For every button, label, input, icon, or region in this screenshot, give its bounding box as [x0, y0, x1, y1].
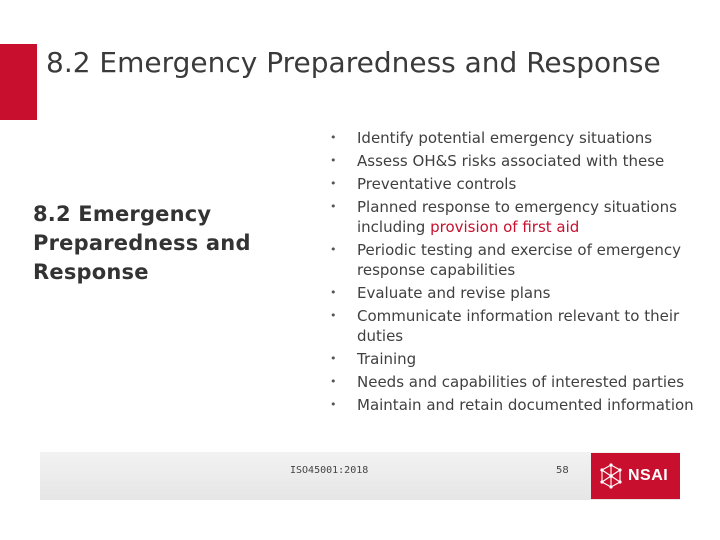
bullet-icon: •	[330, 398, 337, 411]
list-item	[330, 306, 710, 346]
bullet-text: Periodic testing and exercise of emergency response capabilities	[357, 241, 681, 279]
side-heading: 8.2 Emergency Preparedness and Response	[33, 202, 251, 284]
title-accent-line	[36, 44, 37, 120]
bullet-icon: •	[330, 200, 337, 213]
bullet-text: Assess OH&S risks associated with these	[357, 152, 665, 170]
highlight-text: provision of first aid	[430, 218, 580, 236]
bullet-text: Evaluate and revise plans	[357, 284, 551, 302]
bullet-icon: •	[330, 177, 337, 190]
list-item	[330, 174, 710, 194]
nsai-logo	[591, 453, 680, 499]
bullet-text: Training	[357, 350, 417, 368]
bullet-text: Communicate information relevant to their duties	[357, 307, 680, 345]
list-item	[330, 151, 710, 171]
bullet-text: Preventative controls	[357, 175, 517, 193]
bullet-icon: •	[330, 286, 337, 299]
list-item	[330, 197, 710, 237]
bullet-list	[330, 128, 710, 418]
bullet-icon: •	[330, 352, 337, 365]
footer-standard: ISO45001:2018	[290, 465, 369, 476]
bullet-text: Identify potential emergency situations	[357, 129, 653, 147]
bullet-icon: •	[330, 309, 337, 322]
bullet-icon: •	[330, 131, 337, 144]
bullet-icon: •	[330, 154, 337, 167]
list-item	[330, 349, 710, 369]
list-item	[330, 283, 710, 303]
list-item	[330, 395, 710, 415]
bullet-icon: •	[330, 375, 337, 388]
nsai-network-logo-icon	[599, 463, 623, 489]
bullet-icon: •	[330, 243, 337, 256]
page-number: 58	[556, 465, 569, 476]
logo-text: NSAI	[628, 467, 669, 484]
bullet-text: Needs and capabilities of interested parties	[357, 373, 685, 391]
slide-title: 8.2 Emergency Preparedness and Response	[46, 46, 661, 79]
list-item	[330, 240, 710, 280]
list-item	[330, 372, 710, 392]
bullet-text: Planned response to emergency situations including	[357, 198, 677, 236]
footer-band	[40, 452, 680, 500]
list-item	[330, 128, 710, 148]
bullet-text: Maintain and retain documented information	[357, 396, 694, 414]
title-accent-bar	[0, 44, 36, 120]
